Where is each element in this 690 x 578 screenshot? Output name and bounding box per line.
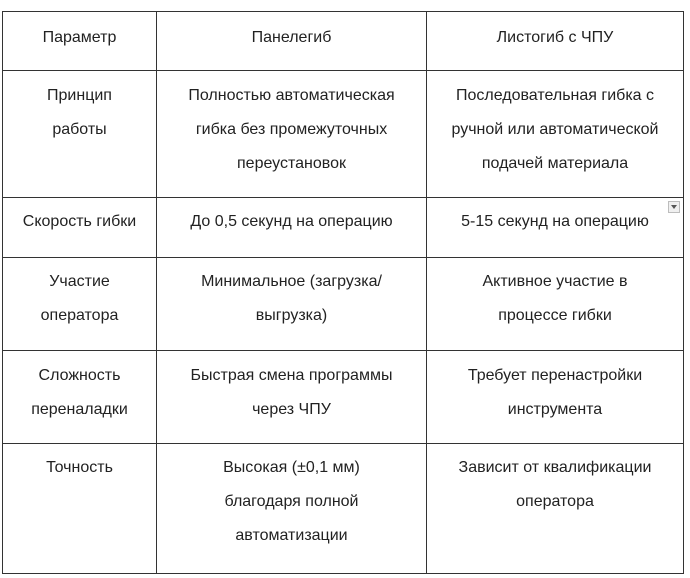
cell-cnc-press-brake (427, 351, 684, 444)
cell-text: Требует перенастройки инструмента (467, 367, 643, 418)
cell-text: 5-15 секунд на операцию (461, 213, 649, 230)
cell-text: Быстрая смена программы через ЧПУ (190, 367, 393, 418)
cell-parameter (3, 444, 157, 574)
header-cell-cnc-press-brake (427, 12, 684, 71)
cell-panel-bender (157, 71, 427, 198)
header-label: Листогиб с ЧПУ (496, 29, 614, 46)
cell-panel-bender (157, 444, 427, 574)
cell-text: Активное участие в процессе гибки (482, 273, 628, 324)
cell-text: Точность (46, 459, 113, 476)
header-label: Панелегиб (251, 29, 332, 46)
header-cell-parameter (3, 12, 157, 71)
table-row (3, 71, 684, 198)
cell-text: Скорость гибки (22, 213, 137, 230)
cell-text: Принцип работы (47, 87, 112, 138)
table-row (3, 198, 684, 258)
cell-text: Полностью автоматическая гибка без промежуточных переустановок (188, 87, 395, 172)
cell-cnc-press-brake (427, 198, 684, 258)
cell-cnc-press-brake (427, 258, 684, 351)
table-row (3, 258, 684, 351)
cell-panel-bender (157, 198, 427, 258)
cell-parameter (3, 71, 157, 198)
cell-panel-bender (157, 258, 427, 351)
cell-text: Минимальное (загрузка/выгрузка) (201, 273, 382, 324)
header-label: Параметр (42, 29, 117, 46)
cell-cnc-press-brake (427, 71, 684, 198)
table-header-row (3, 12, 684, 71)
cell-text: Сложность переналадки (31, 367, 128, 418)
cell-text: Высокая (±0,1 мм) благодаря полной автоматизации (223, 459, 360, 544)
table-row (3, 351, 684, 444)
cell-cnc-press-brake (427, 444, 684, 574)
cell-text: До 0,5 секунд на операцию (190, 213, 393, 230)
cell-text: Участие оператора (40, 273, 119, 324)
header-cell-panel-bender (157, 12, 427, 71)
dropdown-arrow-icon[interactable] (668, 201, 680, 213)
cell-panel-bender (157, 351, 427, 444)
table-row (3, 444, 684, 574)
cell-parameter (3, 198, 157, 258)
comparison-table (2, 11, 684, 574)
cell-text: Зависит от квалификации оператора (458, 459, 652, 510)
cell-text: Последовательная гибка с ручной или автоматической подачей материала (451, 87, 659, 172)
cell-parameter (3, 258, 157, 351)
cell-parameter (3, 351, 157, 444)
